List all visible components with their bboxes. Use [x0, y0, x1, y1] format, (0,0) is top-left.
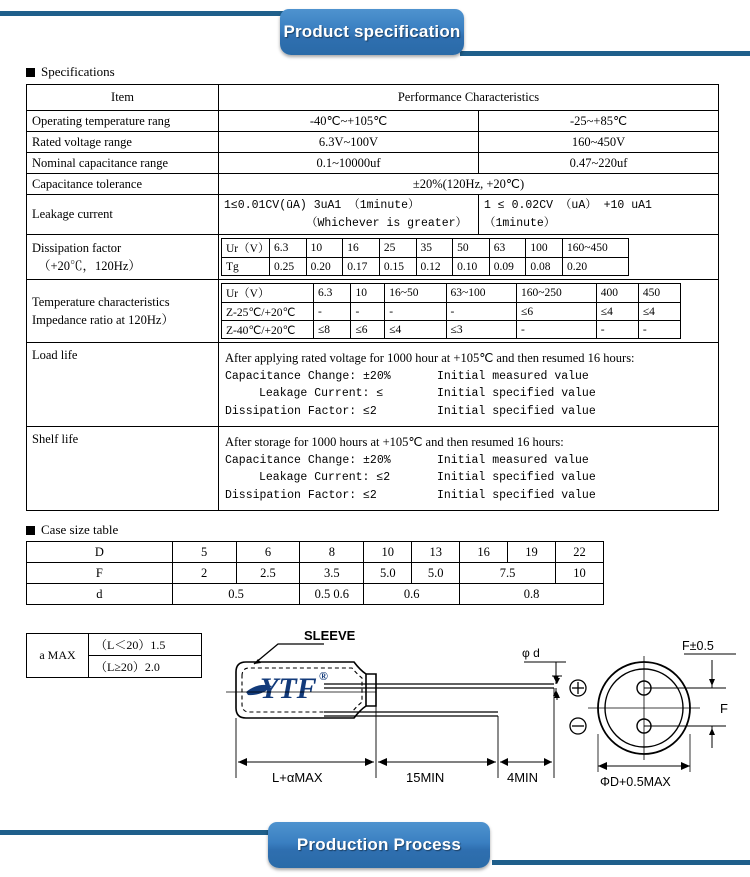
case-D-6: 19	[508, 542, 556, 563]
load-life-line3-value: Initial specified value	[437, 387, 596, 401]
value-nominal-capacitance-left: 0.1~10000uf	[219, 153, 479, 174]
value-capacitance-tolerance: ±20%(120Hz, +20℃)	[219, 174, 719, 195]
temperature-z25-2: -	[385, 303, 446, 321]
table-row	[222, 303, 681, 321]
load-life-line2	[225, 368, 712, 385]
shelf-life-line2	[225, 452, 712, 469]
capacitor-outline-drawing	[226, 626, 746, 804]
temperature-subtable-cell	[219, 280, 719, 343]
dissipation-ur-6: 63	[489, 239, 526, 258]
value-leakage-current-right	[479, 195, 719, 235]
temperature-ur-4: 160~250	[517, 284, 597, 303]
table-row	[222, 284, 681, 303]
diameter-label: ΦD+0.5MAX	[600, 775, 671, 789]
shelf-life-line4-label: Dissipation Factor: ≤2	[225, 488, 377, 502]
banner-rule-right	[492, 860, 750, 865]
dissipation-tg-4: 0.12	[416, 258, 453, 276]
dissipation-subtable	[221, 238, 629, 276]
case-F-6: 10	[556, 563, 604, 584]
banner-rule-left	[0, 11, 290, 16]
case-F-1: 2.5	[236, 563, 300, 584]
top-banner-title: Product specification	[283, 22, 461, 41]
header-item: Item	[27, 85, 219, 111]
value-shelf-life	[219, 427, 719, 511]
temperature-ur-2: 16~50	[385, 284, 446, 303]
leakage-left-line2: （Whichever is greater）	[305, 216, 467, 230]
shelf-life-line3	[225, 469, 712, 486]
table-row	[27, 132, 719, 153]
temperature-z25-1: -	[351, 303, 385, 321]
row-label-rated-voltage: Rated voltage range	[27, 132, 219, 153]
temperature-z25-0: -	[314, 303, 351, 321]
pitch-tolerance-label: F±0.5	[682, 639, 714, 653]
value-rated-voltage-left: 6.3V~100V	[219, 132, 479, 153]
temperature-z40-2: ≤4	[385, 321, 446, 339]
dissipation-ur-8: 160~450	[563, 239, 629, 258]
shelf-life-line2-value: Initial measured value	[437, 453, 589, 467]
table-row	[27, 174, 719, 195]
case-label-D: D	[27, 542, 173, 563]
alpha-max-table	[26, 633, 202, 678]
temperature-z40-6: -	[638, 321, 680, 339]
dim-body-label: L+αMAX	[272, 770, 323, 785]
dissipation-ur-7: 100	[526, 239, 563, 258]
table-row	[222, 239, 629, 258]
square-bullet-icon	[26, 526, 35, 535]
sleeve-leader	[254, 644, 324, 664]
dissipation-row-label-tg: Tg	[222, 258, 270, 276]
wire-diameter-dimension	[524, 662, 566, 698]
temperature-row-label-ur: Ur（V）	[222, 284, 314, 303]
temperature-row-label-z40: Z-40℃/+20℃	[222, 321, 314, 339]
ytf-logo	[246, 669, 328, 705]
dimension-arrow-row	[238, 758, 552, 766]
dissipation-label-line1: Dissipation factor	[32, 240, 122, 255]
banner-rule-right	[460, 51, 750, 56]
temperature-z40-1: ≤6	[351, 321, 385, 339]
load-life-line4-value: Initial specified value	[437, 404, 596, 418]
row-label-temperature-characteristics	[27, 280, 219, 343]
row-label-shelf-life: Shelf life	[27, 427, 219, 511]
dissipation-subtable-cell	[219, 235, 719, 280]
value-load-life	[219, 343, 719, 427]
dissipation-tg-2: 0.17	[343, 258, 380, 276]
temperature-label-line1: Temperature characteristics	[32, 294, 170, 309]
capacitor-neck	[366, 674, 376, 706]
temperature-z40-4: -	[517, 321, 597, 339]
value-nominal-capacitance-right: 0.47~220uf	[479, 153, 719, 174]
case-label-d: d	[27, 584, 173, 605]
wire-diameter-label: φ d	[522, 646, 540, 660]
case-F-2: 3.5	[300, 563, 364, 584]
temperature-z25-3: -	[446, 303, 517, 321]
header-performance: Performance Characteristics	[219, 85, 719, 111]
load-life-line4-label: Dissipation Factor: ≤2	[225, 404, 377, 418]
table-row	[27, 111, 719, 132]
temperature-ur-1: 10	[351, 284, 385, 303]
leakage-right-line2: （1minute）	[484, 216, 556, 230]
shelf-life-line2-label: Capacitance Change: ±20%	[225, 453, 391, 467]
pitch-label: F	[720, 701, 728, 716]
dim-lead2-label: 4MIN	[507, 770, 539, 785]
value-operating-temp-left: -40℃~+105℃	[219, 111, 479, 132]
leakage-right-line1: 1 ≤ 0.02CV （uA） +10 uA1	[484, 199, 652, 213]
temperature-z25-4: ≤6	[517, 303, 597, 321]
temperature-subtable	[221, 283, 681, 339]
logo-registered-mark: ®	[319, 669, 328, 683]
case-D-4: 13	[412, 542, 460, 563]
row-label-operating-temp: Operating temperature rang	[27, 111, 219, 132]
table-row	[222, 258, 629, 276]
dissipation-ur-5: 50	[453, 239, 490, 258]
bottom-banner	[0, 800, 750, 877]
table-row-load-life	[27, 343, 719, 427]
case-D-5: 16	[460, 542, 508, 563]
specifications-table	[26, 84, 719, 511]
case-size-heading-label: Case size table	[41, 522, 119, 537]
value-operating-temp-right: -25~+85℃	[479, 111, 719, 132]
polarity-minus-icon	[570, 718, 586, 734]
production-process-tab	[268, 822, 490, 868]
row-label-load-life: Load life	[27, 343, 219, 427]
capacitor-leads	[324, 684, 554, 716]
row-label-capacitance-tolerance: Capacitance tolerance	[27, 174, 219, 195]
banner-rule-left	[0, 830, 275, 835]
leakage-left-line1: 1≤0.01CV(ūA) 3uA1 （1minute）	[224, 199, 420, 213]
bottom-banner-title: Production Process	[296, 835, 462, 854]
table-row	[27, 563, 604, 584]
amax-row1: （L＜20）1.5	[89, 634, 202, 656]
dim-lead1-label: 15MIN	[406, 770, 445, 785]
dissipation-ur-3: 25	[379, 239, 416, 258]
load-life-line3-label: Leakage Current: ≤	[259, 387, 384, 401]
table-row	[27, 634, 202, 656]
row-label-nominal-capacitance: Nominal capacitance range	[27, 153, 219, 174]
dissipation-ur-4: 35	[416, 239, 453, 258]
dissipation-row-label-ur: Ur（V）	[222, 239, 270, 258]
temperature-z40-5: -	[596, 321, 638, 339]
specifications-heading-label: Specifications	[41, 64, 115, 79]
case-F-0: 2	[172, 563, 236, 584]
amax-label: a MAX	[27, 634, 89, 678]
temperature-z40-0: ≤8	[314, 321, 351, 339]
row-label-leakage-current: Leakage current	[27, 195, 219, 235]
case-D-1: 6	[236, 542, 300, 563]
dissipation-tg-0: 0.25	[270, 258, 307, 276]
table-row	[27, 195, 719, 235]
row-label-dissipation-factor	[27, 235, 219, 280]
polarity-markers	[552, 676, 586, 734]
load-life-line2-value: Initial measured value	[437, 369, 589, 383]
diameter-dimension	[598, 762, 690, 770]
case-d-0: 0.5	[172, 584, 300, 605]
load-life-line4	[225, 403, 712, 420]
temperature-ur-5: 400	[596, 284, 638, 303]
case-size-heading	[26, 522, 118, 538]
load-life-line3	[225, 385, 712, 402]
shelf-life-line3-label: Leakage Current: ≤2	[259, 471, 391, 485]
dissipation-ur-1: 10	[306, 239, 343, 258]
shelf-life-line4	[225, 487, 712, 504]
table-row	[27, 584, 604, 605]
dissipation-tg-5: 0.10	[453, 258, 490, 276]
table-row	[27, 153, 719, 174]
dissipation-tg-8: 0.20	[563, 258, 629, 276]
dissipation-tg-1: 0.20	[306, 258, 343, 276]
temperature-ur-0: 6.3	[314, 284, 351, 303]
dissipation-tg-3: 0.15	[379, 258, 416, 276]
temperature-z25-5: ≤4	[596, 303, 638, 321]
case-F-4: 5.0	[412, 563, 460, 584]
shelf-life-line3-value: Initial specified value	[437, 471, 596, 485]
table-row	[222, 321, 681, 339]
case-label-F: F	[27, 563, 173, 584]
table-row-header	[27, 85, 719, 111]
temperature-label-line2: Impedance ratio at 120Hz）	[32, 312, 174, 327]
case-size-table	[26, 541, 604, 605]
table-row-shelf-life	[27, 427, 719, 511]
value-leakage-current-left	[219, 195, 479, 235]
dissipation-label-line2: （+20℃，120Hz）	[38, 258, 141, 273]
case-d-1: 0.5 0.6	[300, 584, 364, 605]
case-F-3: 5.0	[364, 563, 412, 584]
specifications-heading	[26, 64, 115, 80]
temperature-z40-3: ≤3	[446, 321, 517, 339]
table-row	[27, 542, 604, 563]
table-row-temperature	[27, 280, 719, 343]
product-specification-tab	[280, 9, 464, 55]
shelf-life-line1: After storage for 1000 hours at +105℃ and then resumed 16 hours:	[225, 434, 564, 449]
case-d-3: 0.8	[460, 584, 604, 605]
load-life-line2-label: Capacitance Change: ±20%	[225, 369, 391, 383]
case-D-7: 22	[556, 542, 604, 563]
load-life-line1: After applying rated voltage for 1000 hour at +105℃ and then resumed 16 hours:	[225, 350, 635, 365]
value-rated-voltage-right: 160~450V	[479, 132, 719, 153]
case-F-5: 7.5	[460, 563, 556, 584]
case-D-3: 10	[364, 542, 412, 563]
capacitor-end-view	[588, 656, 700, 760]
case-D-0: 5	[172, 542, 236, 563]
shelf-life-line4-value: Initial specified value	[437, 488, 596, 502]
dissipation-tg-6: 0.09	[489, 258, 526, 276]
case-D-2: 8	[300, 542, 364, 563]
temperature-z25-6: ≤4	[638, 303, 680, 321]
temperature-row-label-z25: Z-25℃/+20℃	[222, 303, 314, 321]
dissipation-ur-2: 16	[343, 239, 380, 258]
dissipation-tg-7: 0.08	[526, 258, 563, 276]
logo-text: YTF	[260, 672, 317, 705]
temperature-ur-6: 450	[638, 284, 680, 303]
table-row-dissipation	[27, 235, 719, 280]
square-bullet-icon	[26, 68, 35, 77]
case-d-2: 0.6	[364, 584, 460, 605]
sleeve-label: SLEEVE	[304, 628, 356, 643]
top-banner	[0, 0, 750, 58]
polarity-plus-icon	[570, 680, 586, 696]
amax-row2: （L≥20）2.0	[89, 656, 202, 678]
dissipation-ur-0: 6.3	[270, 239, 307, 258]
temperature-ur-3: 63~100	[446, 284, 517, 303]
